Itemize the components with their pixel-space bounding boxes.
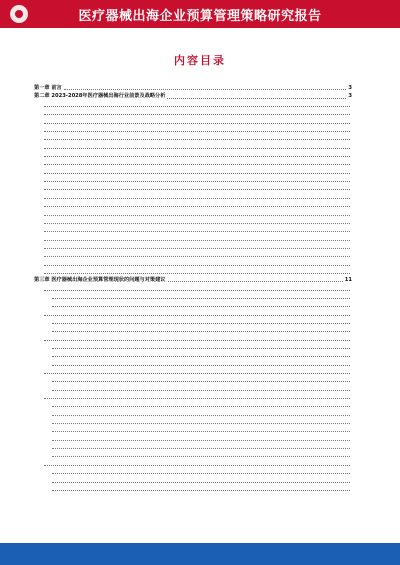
toc-dot-leader <box>44 147 350 149</box>
toc-entry[interactable] <box>34 192 352 200</box>
toc-dot-leader <box>52 364 350 366</box>
toc-dot-leader <box>44 188 350 190</box>
toc-entry[interactable] <box>34 393 352 401</box>
toc-entry[interactable] <box>34 384 352 392</box>
toc-entry[interactable] <box>34 259 352 267</box>
toc-entry[interactable] <box>34 117 352 125</box>
toc-dot-leader <box>52 305 350 307</box>
toc-entry[interactable] <box>34 368 352 376</box>
toc-dot-leader <box>44 122 350 124</box>
toc-entry[interactable] <box>34 485 352 493</box>
toc-entry[interactable] <box>34 243 352 251</box>
toc-entry[interactable] <box>34 126 352 134</box>
toc-dot-leader <box>44 138 350 140</box>
toc-dot-leader <box>52 347 350 349</box>
toc-dot-leader <box>52 481 350 483</box>
toc-entry[interactable] <box>34 326 352 334</box>
toc-dot-leader <box>52 389 350 391</box>
toc-entry[interactable] <box>34 334 352 342</box>
toc-entry[interactable] <box>34 459 352 467</box>
toc-entry[interactable] <box>34 134 352 142</box>
toc-dot-leader <box>44 180 350 182</box>
toc-dot-leader <box>44 205 350 207</box>
toc-dot-leader <box>44 339 350 341</box>
toc-dot-leader <box>44 172 350 174</box>
toc-dot-leader <box>52 422 350 424</box>
toc-dot-leader <box>44 255 350 257</box>
toc-entry[interactable] <box>34 251 352 259</box>
toc-dot-leader <box>52 455 350 457</box>
toc-dot-leader <box>52 439 350 441</box>
toc-entry[interactable] <box>34 276 352 284</box>
toc-dot-leader <box>44 230 350 232</box>
toc-dot-leader <box>64 88 347 90</box>
toc-entry[interactable] <box>34 418 352 426</box>
toc-entry[interactable] <box>34 301 352 309</box>
toc-entry[interactable] <box>34 218 352 226</box>
toc-entry[interactable] <box>34 92 352 100</box>
toc-dot-leader <box>52 447 350 449</box>
toc-entry[interactable] <box>34 426 352 434</box>
toc-entry[interactable] <box>34 84 352 92</box>
toc-entry[interactable] <box>34 184 352 192</box>
footer-text <box>0 543 400 565</box>
toc-entry[interactable] <box>34 318 352 326</box>
toc-entry[interactable] <box>34 476 352 484</box>
toc-title: 内容目录 <box>174 54 226 67</box>
toc-entry[interactable] <box>34 268 352 276</box>
toc-entry[interactable] <box>34 176 352 184</box>
toc-dot-leader <box>44 247 350 249</box>
toc-dot-leader <box>44 113 350 115</box>
toc-dot-leader <box>52 489 350 491</box>
toc-entry[interactable] <box>34 443 352 451</box>
toc-entry[interactable] <box>34 159 352 167</box>
company-logo-icon <box>10 5 28 23</box>
toc-entry[interactable] <box>34 234 352 242</box>
toc-entry[interactable] <box>34 209 352 217</box>
toc-dot-leader <box>44 464 350 466</box>
toc-entry-title: 第三章 医疗器械出海企业预算管理现状的问题与对策建议 <box>34 276 166 283</box>
toc-dot-leader <box>44 214 350 216</box>
toc-entry[interactable] <box>34 151 352 159</box>
toc-dot-leader <box>44 197 350 199</box>
toc-dot-leader <box>167 97 346 99</box>
toc-dot-leader <box>52 472 350 474</box>
toc-entry[interactable] <box>34 351 352 359</box>
toc-dot-leader <box>168 280 343 282</box>
toc-entry[interactable] <box>34 284 352 292</box>
toc-dot-leader <box>44 105 350 107</box>
toc-dot-leader <box>44 130 350 132</box>
toc-entry[interactable] <box>34 401 352 409</box>
toc-entry[interactable] <box>34 451 352 459</box>
toc-dot-leader <box>44 239 350 241</box>
toc-dot-leader <box>52 430 350 432</box>
report-title: 医疗器械出海企业预算管理策略研究报告 <box>78 8 322 24</box>
toc-entry-page-number: 3 <box>348 85 352 91</box>
toc-dot-leader <box>52 322 350 324</box>
toc-dot-leader <box>44 155 350 157</box>
toc-entry[interactable] <box>34 468 352 476</box>
toc-dot-leader <box>52 380 350 382</box>
toc-entry-page-number: 11 <box>344 276 352 283</box>
toc-dot-leader <box>44 397 350 399</box>
toc-entry[interactable] <box>34 201 352 209</box>
toc-entry-title: 第一章 前言 <box>34 85 62 91</box>
footer-band <box>0 543 400 565</box>
toc-entry[interactable] <box>34 109 352 117</box>
toc-entry[interactable] <box>34 142 352 150</box>
toc-dot-leader <box>52 297 350 299</box>
toc-entry[interactable] <box>34 309 352 317</box>
table-of-contents <box>34 84 352 493</box>
toc-entry[interactable] <box>34 343 352 351</box>
header-band <box>0 0 400 28</box>
toc-dot-leader <box>44 272 350 274</box>
toc-entry[interactable] <box>34 293 352 301</box>
toc-entry[interactable] <box>34 101 352 109</box>
toc-dot-leader <box>44 314 350 316</box>
toc-entry[interactable] <box>34 409 352 417</box>
toc-entry[interactable] <box>34 226 352 234</box>
toc-dot-leader <box>44 222 350 224</box>
toc-dot-leader <box>52 355 350 357</box>
toc-dot-leader <box>52 330 350 332</box>
toc-entry-title: 第二章 2023-2028年医疗器械出海行业前景及战略分析 <box>34 93 166 100</box>
toc-dot-leader <box>44 163 350 165</box>
toc-dot-leader <box>44 372 350 374</box>
toc-dot-leader <box>52 405 350 407</box>
toc-dot-leader <box>44 289 350 291</box>
toc-entry[interactable] <box>34 376 352 384</box>
toc-entry[interactable] <box>34 434 352 442</box>
toc-entry[interactable] <box>34 359 352 367</box>
toc-dot-leader <box>44 264 350 266</box>
toc-dot-leader <box>52 414 350 416</box>
toc-entry[interactable] <box>34 167 352 175</box>
toc-entry-page-number: 3 <box>348 93 352 100</box>
